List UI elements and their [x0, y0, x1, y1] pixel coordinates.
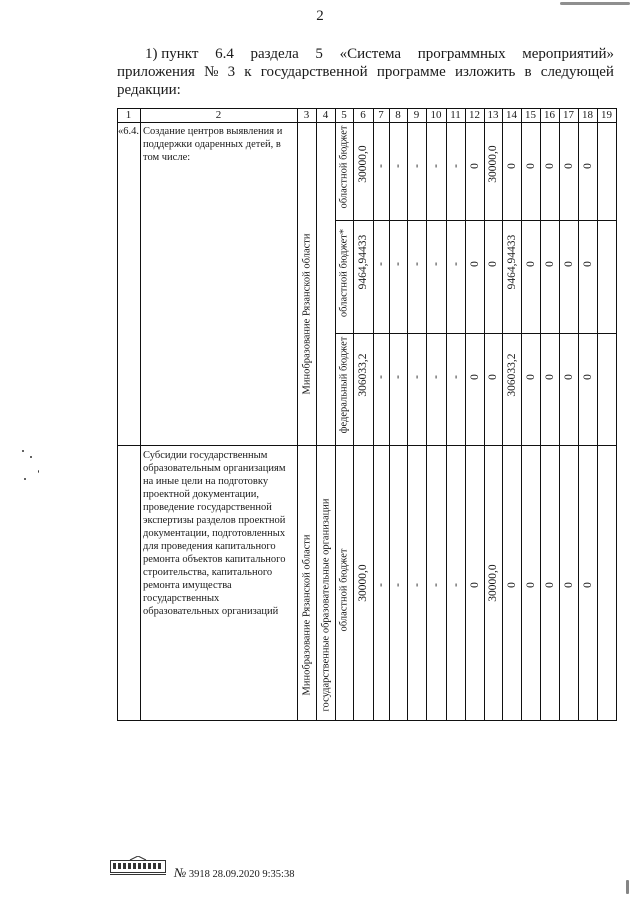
intro-word: изложить [454, 64, 516, 80]
cell-value: 306033,2 [505, 353, 518, 397]
column-number: 2 [215, 109, 222, 121]
table-rule [117, 720, 617, 721]
intro-word: раздела [250, 46, 299, 62]
table-rule [335, 220, 617, 221]
table-rule [426, 108, 427, 720]
column-number: 18 [582, 109, 593, 121]
cell-value: 30000,0 [487, 145, 499, 183]
cell-value: 0 [581, 374, 594, 380]
scan-speck [24, 478, 26, 480]
table-rule [353, 108, 354, 720]
cell-value: - [392, 375, 404, 379]
cell-value: 0 [562, 163, 575, 169]
intro-word: № [204, 64, 219, 80]
scan-speck [38, 470, 39, 473]
cell-value: - [449, 583, 462, 587]
cell-value: 0 [581, 163, 594, 169]
table-rule [484, 108, 485, 720]
funding-source: федеральный бюджет [338, 336, 350, 434]
cell-value: - [430, 164, 442, 168]
cell-value: - [449, 262, 462, 266]
table-rule [117, 108, 118, 720]
table-rule [597, 108, 598, 720]
cell-value: - [410, 375, 423, 379]
cell-value: - [430, 375, 442, 379]
column-number: 16 [544, 109, 555, 121]
column-number: 19 [601, 109, 612, 121]
column-number: 12 [469, 109, 480, 121]
column-number: 10 [430, 109, 442, 121]
column-number: 5 [341, 109, 347, 121]
cell-value: 9464,94433 [357, 234, 369, 290]
intro-line-3 [117, 81, 614, 99]
cell-value: 0 [543, 163, 556, 169]
table-rule [373, 108, 374, 720]
table-rule [616, 108, 617, 720]
table-rule [559, 108, 560, 720]
cell-value: - [375, 583, 387, 587]
cell-value: 0 [581, 261, 594, 267]
intro-word: редакции: [117, 82, 181, 98]
intro-word: к [244, 64, 252, 80]
column-number: 3 [303, 109, 310, 121]
cell-value: 0 [468, 582, 481, 588]
intro-word: следующей [540, 64, 614, 80]
table-rule [140, 108, 141, 720]
row-number: «6.4. [118, 126, 139, 137]
cell-value: 0 [562, 582, 575, 588]
cell-value: 0 [543, 374, 556, 380]
cell-value: 0 [468, 261, 481, 267]
table-rule [521, 108, 522, 720]
column-number: 4 [322, 109, 329, 121]
cell-value: - [375, 164, 387, 168]
cell-value: 0 [487, 374, 499, 380]
cell-value: 0 [524, 582, 537, 588]
cell-value: 0 [487, 261, 499, 267]
column-number: 13 [487, 109, 499, 121]
table-rule [578, 108, 579, 720]
executor: Минобразование Рязанской области [301, 534, 312, 696]
cell-value: - [410, 262, 423, 266]
table-rule [407, 108, 408, 720]
table-rule [297, 108, 298, 720]
cell-value: 306033,2 [357, 353, 369, 397]
cell-value: 30000,0 [357, 145, 369, 183]
intro-word: 3 [227, 64, 236, 80]
intro-word: приложения [117, 64, 195, 80]
cell-value: - [449, 164, 462, 168]
cell-value: - [375, 375, 387, 379]
cell-value: 30000,0 [357, 564, 369, 602]
intro-paragraph [117, 45, 614, 99]
column-number: 15 [525, 109, 536, 121]
cell-value: 0 [562, 374, 575, 380]
cell-value: 0 [505, 582, 518, 588]
funding-source: областной бюджет [338, 548, 350, 632]
table-rule [502, 108, 503, 720]
measure-title: Создание центров выявления и поддержки одаренных детей, в том числе: [143, 126, 283, 163]
intro-line-2 [117, 63, 614, 81]
cell-value: 0 [468, 163, 481, 169]
intro-word: государственной [260, 64, 368, 80]
executor: Минобразование Рязанской области [301, 233, 312, 394]
table-rule [335, 108, 336, 720]
column-number: 6 [360, 109, 366, 121]
table-rule [389, 108, 390, 720]
intro-word: в [524, 64, 532, 80]
scan-speck [22, 450, 24, 452]
column-number: 9 [413, 109, 420, 121]
cell-value: 0 [562, 261, 575, 267]
number-mark: № [174, 865, 187, 880]
funding-source: областной бюджет* [338, 228, 350, 317]
scan-edge-mark [626, 880, 629, 894]
scan-edge-mark [560, 2, 630, 5]
cell-value: 0 [505, 163, 518, 169]
column-number: 1 [125, 109, 132, 121]
cell-value: 0 [543, 261, 556, 267]
intro-word: 1) пункт [145, 46, 199, 62]
table-rule [117, 122, 617, 123]
cell-value: 0 [468, 374, 481, 380]
participant: государственные образовательные организации [320, 498, 331, 712]
intro-word: 5 [315, 46, 323, 62]
government-stamp-icon [110, 856, 166, 876]
cell-value: 0 [524, 374, 537, 380]
cell-value: - [392, 262, 404, 266]
column-number: 17 [563, 109, 574, 121]
intro-word: «Система [339, 46, 402, 62]
document-registration [174, 865, 294, 881]
column-number: 8 [395, 109, 401, 121]
intro-word: программных [417, 46, 506, 62]
cell-value: - [430, 262, 442, 266]
cell-value: 0 [543, 582, 556, 588]
scan-speck [30, 456, 32, 458]
cell-value: 30000,0 [487, 564, 499, 602]
table-rule [117, 445, 617, 446]
table-rule [465, 108, 466, 720]
page-number: 2 [316, 8, 324, 24]
table-rule [316, 108, 317, 720]
cell-value: - [375, 262, 387, 266]
table-rule [446, 108, 447, 720]
cell-value: 9464,94433 [505, 234, 518, 290]
intro-word: программе [376, 64, 446, 80]
funding-source: областной бюджет [338, 125, 350, 209]
column-number: 14 [506, 109, 517, 121]
program-table [117, 108, 616, 720]
cell-value: - [410, 583, 423, 587]
measure-title: Субсидии государственным образовательным организациям на иные цели на подготовку проектной документации, проведение государственной экспертизы разделов проектной документации, подготовленных для проведения капитального ремонта объектов капитального строительства, капитального ремонта имущества государственных образовательных организаций [143, 450, 286, 617]
column-number: 7 [378, 109, 384, 121]
intro-word: мероприятий» [522, 46, 614, 62]
cell-value: - [449, 375, 462, 379]
column-number: 11 [450, 109, 461, 121]
cell-value: - [410, 164, 423, 168]
cell-value: - [392, 164, 404, 168]
intro-line-1 [117, 45, 614, 63]
cell-value: - [392, 583, 404, 587]
table-rule [335, 333, 617, 334]
intro-word: 6.4 [215, 46, 234, 62]
cell-value: 0 [524, 163, 537, 169]
cell-value: - [430, 583, 442, 587]
cell-value: 0 [581, 582, 594, 588]
table-rule [540, 108, 541, 720]
cell-value: 0 [524, 261, 537, 267]
registration-info: 3918 28.09.2020 9:35:38 [188, 869, 295, 880]
